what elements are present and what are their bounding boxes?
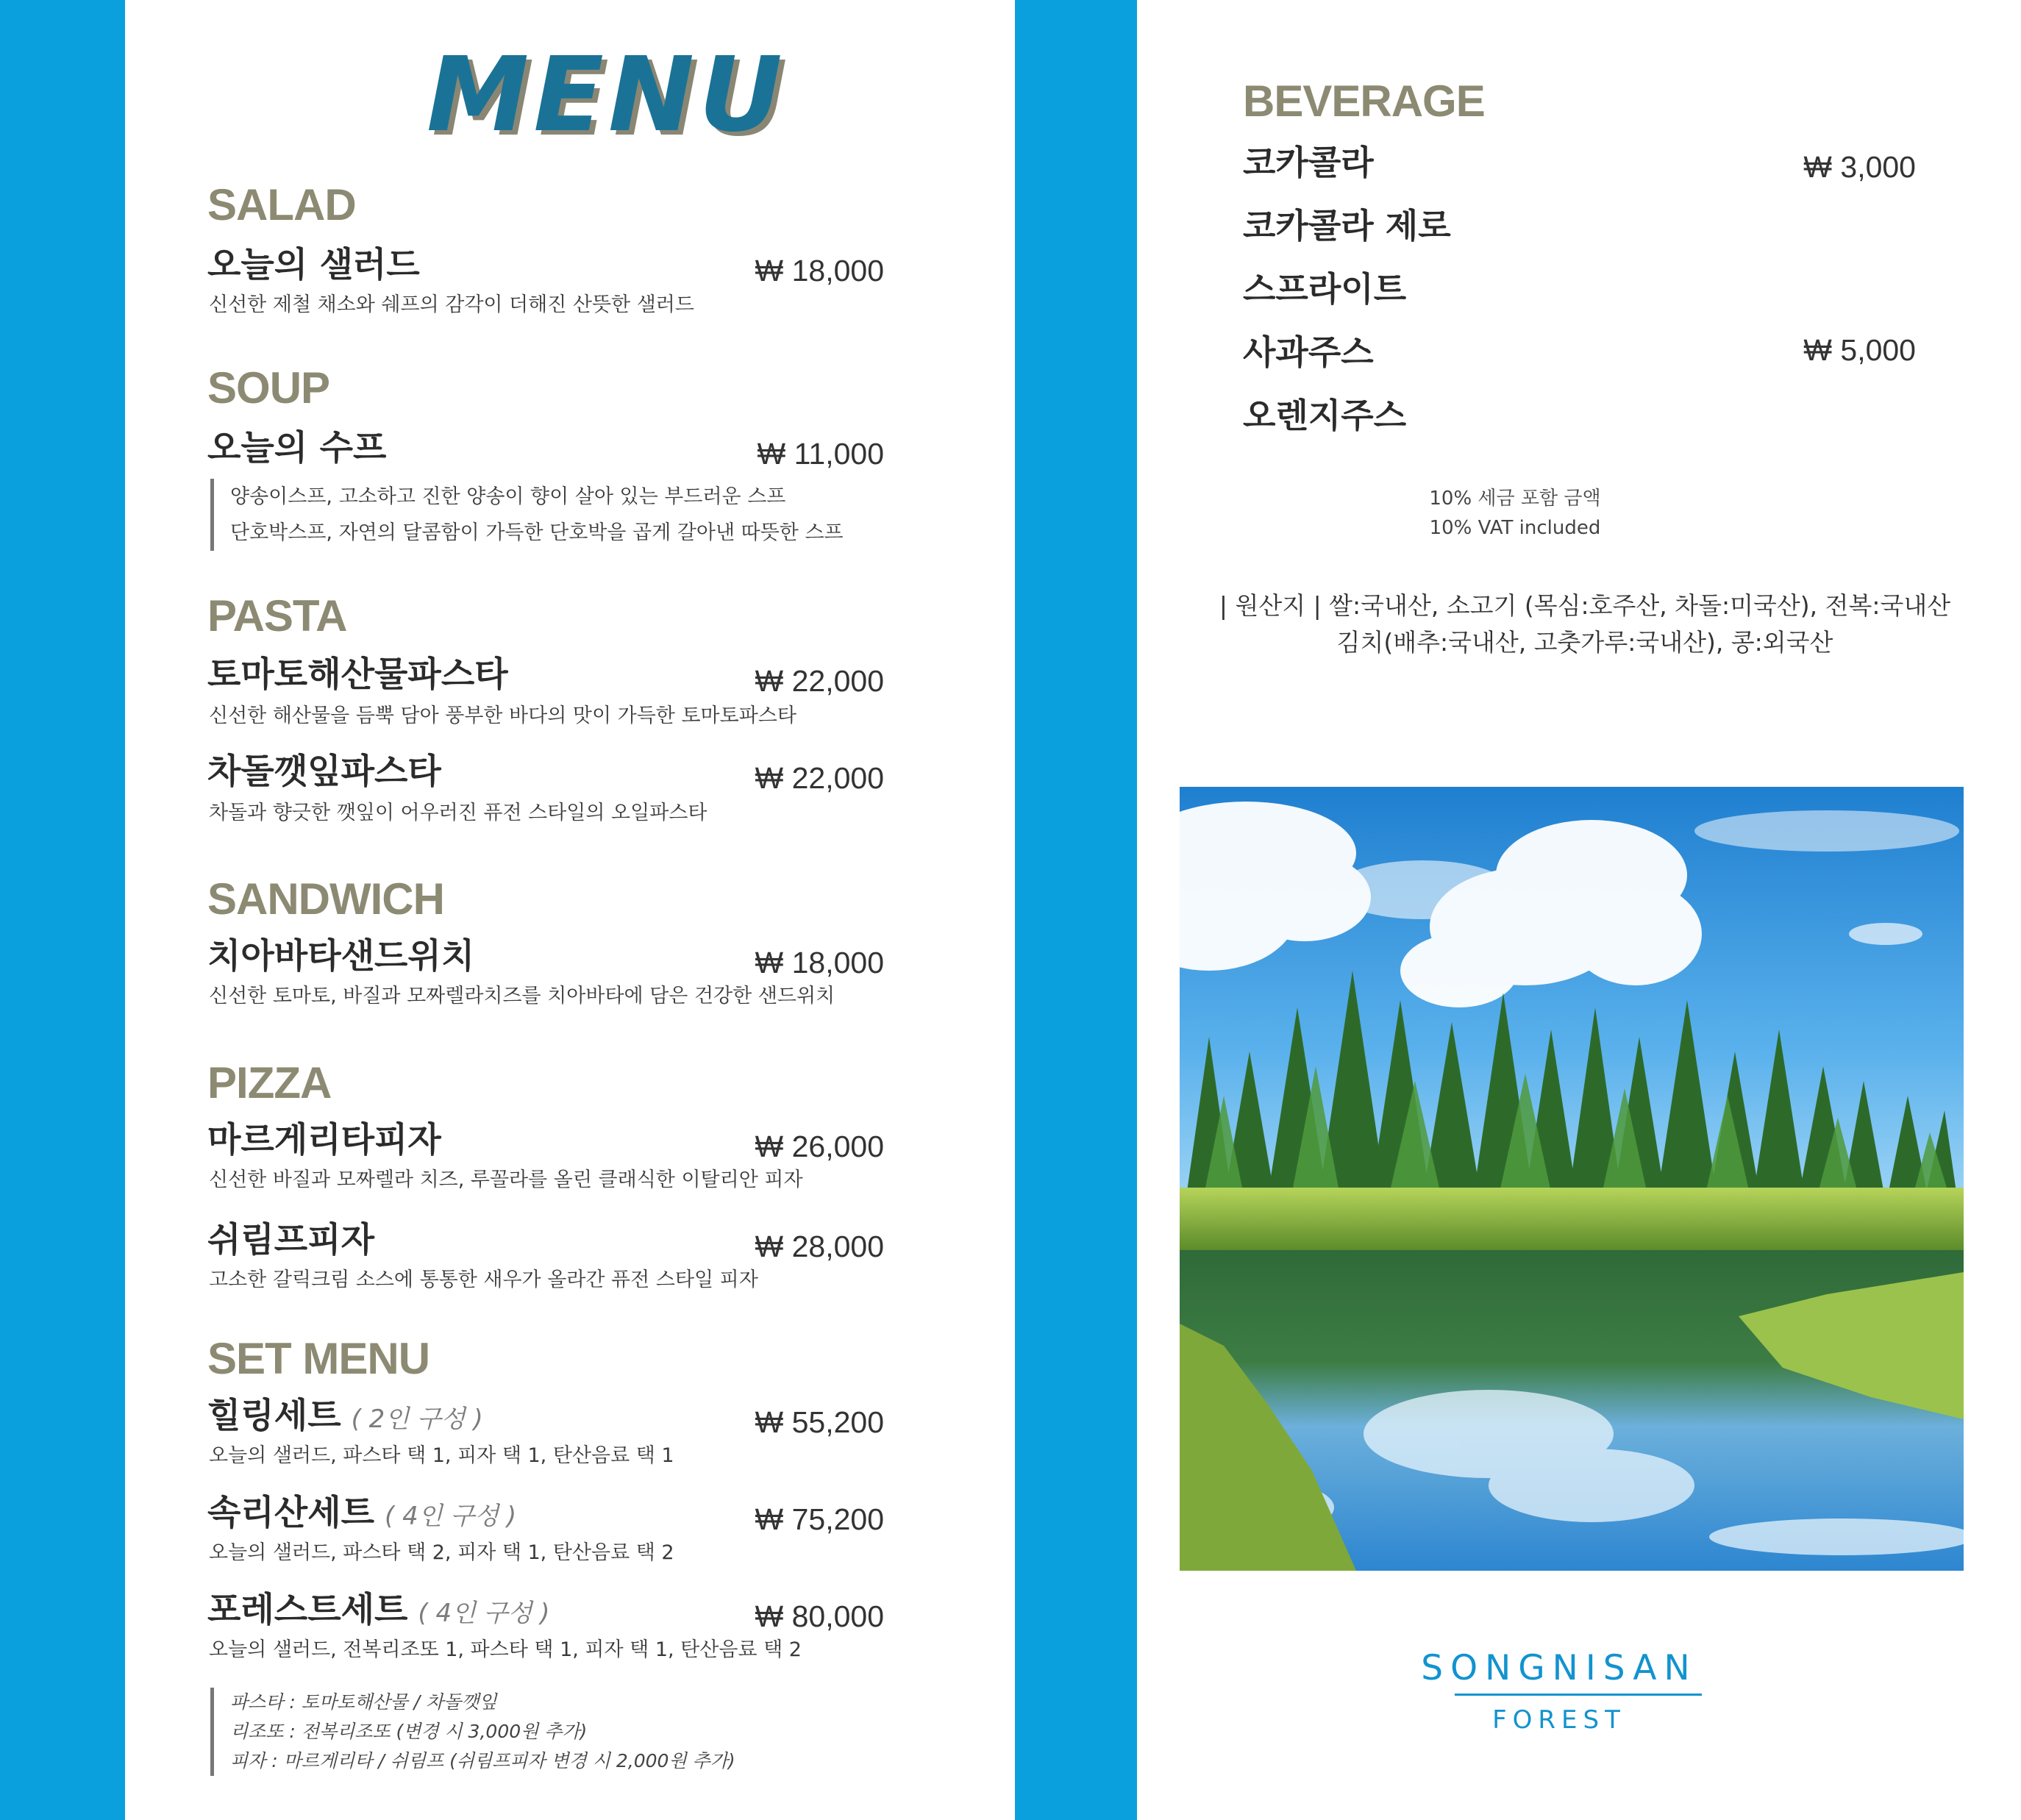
- item-name-shrimp-pizza: 쉬림프피자: [207, 1220, 375, 1260]
- section-heading-salad: SALAD: [207, 180, 356, 229]
- origin-info: [1191, 588, 1978, 661]
- origin-line: | 원산지 | 쌀:국내산, 소고기 (목심:호주산, 차돌:미국산), 전복:국내산: [1219, 591, 1951, 620]
- set-pax: ( 4인 구성 ): [418, 1599, 550, 1628]
- soup-options: [210, 479, 844, 551]
- item-desc-margherita: 신선한 바질과 모짜렐라 치즈, 루꼴라를 올린 클래식한 이탈리안 피자: [209, 1168, 803, 1191]
- beverage-price-soda: ₩ 3,000: [1803, 150, 1916, 184]
- menu-title: MENU: [427, 35, 787, 155]
- item-price-shrimp-pizza: ₩ 28,000: [755, 1230, 884, 1263]
- item-name-daily-salad: 오늘의 샐러드: [207, 245, 420, 285]
- item-price-margherita: ₩ 26,000: [755, 1130, 884, 1163]
- set-name: 힐링세트: [207, 1396, 341, 1436]
- item-price-ciabatta: ₩ 18,000: [755, 946, 884, 979]
- item-desc-chadol-pasta: 차돌과 향긋한 깻잎이 어우러진 퓨전 스타일의 오일파스타: [209, 802, 707, 824]
- logo-songnisan: SONGNISAN: [1421, 1648, 1697, 1688]
- item-price-daily-soup: ₩ 11,000: [757, 437, 884, 471]
- soup-option: 양송이스프, 고소하고 진한 양송이 향이 살아 있는 부드러운 스프: [230, 485, 786, 508]
- item-desc-healing-set: 오늘의 샐러드, 파스타 택 1, 피자 택 1, 탄산음료 택 1: [209, 1444, 674, 1467]
- beverage-sprite: 스프라이트: [1243, 269, 1407, 309]
- item-price-healing-set: ₩ 55,200: [755, 1405, 884, 1439]
- item-desc-seafood-pasta: 신선한 해산물을 듬뿍 담아 풍부한 바다의 맛이 가득한 토마토파스타: [209, 704, 796, 727]
- section-heading-set-menu: SET MENU: [207, 1334, 430, 1383]
- item-price-forest-set: ₩ 80,000: [755, 1599, 884, 1633]
- beverage-price-juice: ₩ 5,000: [1803, 333, 1916, 367]
- item-name-songnisan-set: [207, 1493, 517, 1533]
- set-note: 리조또 : 전복리조또 (변경 시 3,000원 추가): [230, 1721, 588, 1742]
- item-desc-shrimp-pizza: 고소한 갈릭크림 소스에 통통한 새우가 올라간 퓨전 스타일 피자: [209, 1268, 758, 1291]
- set-name: 속리산세트: [207, 1493, 375, 1533]
- item-desc-songnisan-set: 오늘의 샐러드, 파스타 택 2, 피자 택 1, 탄산음료 택 2: [209, 1541, 674, 1564]
- logo-forest: FOREST: [1492, 1705, 1626, 1735]
- item-name-daily-soup: 오늘의 수프: [207, 428, 387, 468]
- beverage-apple-juice: 사과주스: [1243, 332, 1374, 372]
- item-name-chadol-pasta: 차돌깻잎파스타: [207, 752, 441, 792]
- item-name-forest-set: [207, 1590, 550, 1630]
- item-price-daily-salad: ₩ 18,000: [755, 254, 884, 288]
- item-name-healing-set: [207, 1396, 483, 1436]
- section-heading-soup: SOUP: [207, 363, 330, 413]
- section-heading-beverage: BEVERAGE: [1243, 76, 1485, 126]
- soup-option: 단호박스프, 자연의 달콤함이 가득한 단호박을 곱게 갈아낸 따뜻한 스프: [230, 521, 844, 544]
- center-color-band: [1015, 0, 1137, 1820]
- logo-divider: [1455, 1694, 1702, 1696]
- forest-lake-photo: [1180, 787, 1964, 1571]
- beverage-cocacola-zero: 코카콜라 제로: [1243, 206, 1451, 246]
- tax-note-english: 10% VAT included: [1429, 517, 1601, 539]
- beverage-cocacola: 코카콜라: [1243, 143, 1374, 182]
- item-price-seafood-pasta: ₩ 22,000: [755, 664, 884, 698]
- left-color-band: [0, 0, 125, 1820]
- item-price-chadol-pasta: ₩ 22,000: [755, 761, 884, 795]
- section-heading-pasta: PASTA: [207, 591, 347, 640]
- section-heading-sandwich: SANDWICH: [207, 874, 444, 924]
- origin-line: 김치(배추:국내산, 고춧가루:국내산), 콩:외국산: [1336, 628, 1833, 657]
- item-desc-ciabatta: 신선한 토마토, 바질과 모짜렐라치즈를 치아바타에 담은 건강한 샌드위치: [209, 985, 835, 1007]
- item-name-margherita: 마르게리타피자: [207, 1120, 441, 1160]
- beverage-orange-juice: 오렌지주스: [1243, 396, 1407, 435]
- item-desc-daily-salad: 신선한 제철 채소와 쉐프의 감각이 더해진 산뜻한 샐러드: [209, 293, 694, 316]
- set-menu-notes: [210, 1688, 735, 1776]
- set-name: 포레스트세트: [207, 1590, 408, 1630]
- set-note: 피자 : 마르게리타 / 쉬림프 (쉬림프피자 변경 시 2,000원 추가): [230, 1750, 735, 1771]
- set-note: 파스타 : 토마토해산물 / 차돌깻잎: [230, 1691, 497, 1713]
- tax-note-korean: 10% 세금 포함 금액: [1429, 488, 1601, 510]
- item-price-songnisan-set: ₩ 75,200: [755, 1502, 884, 1536]
- item-name-ciabatta: 치아바타샌드위치: [207, 936, 475, 977]
- tax-note: [1316, 484, 1714, 543]
- section-heading-pizza: PIZZA: [207, 1058, 332, 1107]
- set-pax: ( 4인 구성 ): [385, 1502, 517, 1531]
- set-pax: ( 2인 구성 ): [351, 1405, 483, 1434]
- forest-lake-illustration: [1180, 787, 1964, 1571]
- item-name-seafood-pasta: 토마토해산물파스타: [207, 654, 508, 695]
- item-desc-forest-set: 오늘의 샐러드, 전복리조또 1, 파스타 택 1, 피자 택 1, 탄산음료 택 2: [209, 1638, 802, 1661]
